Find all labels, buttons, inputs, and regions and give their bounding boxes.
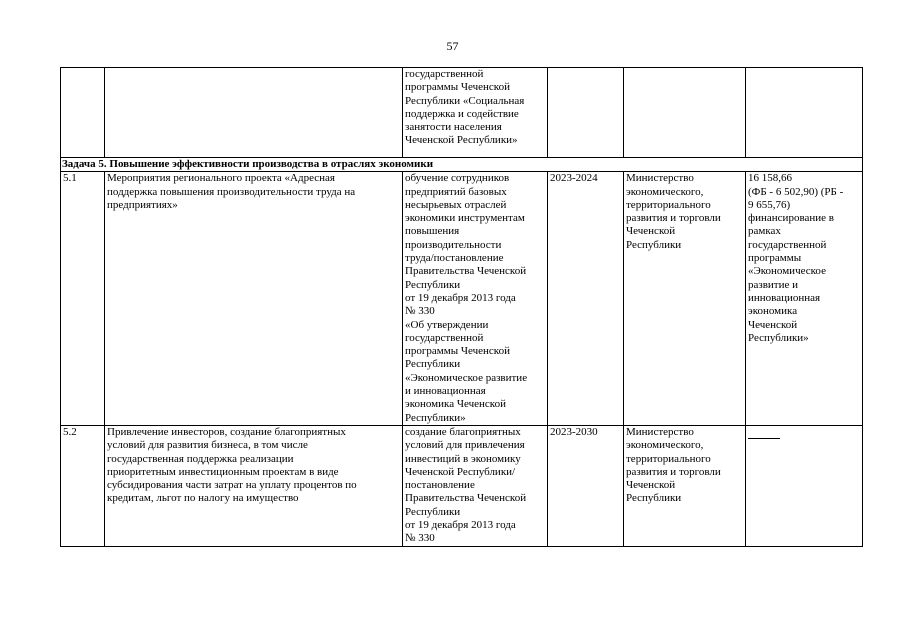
row-number-cell: 5.1	[61, 172, 105, 426]
row-number-cell	[61, 68, 105, 158]
table-row	[61, 68, 863, 158]
page-number: 57	[446, 39, 459, 53]
row-number-cell: 5.2	[61, 425, 105, 546]
measure-name-cell: Привлечение инвесторов, создание благоприятных условий для развития бизнеса, в том числе государственная поддержка реализации приоритетным инвестиционным проектам в виде субсидирования части затрат на уплату процентов по кредитам, льгот по налогу на имущество	[105, 425, 403, 546]
executor-cell: Министерство экономического, территориального развития и торговли Чеченской Республики	[624, 172, 746, 426]
executor-cell	[624, 68, 746, 158]
mechanism-cell: государственной программы Чеченской Республики «Социальная поддержка и содействие занятости населения Чеченской Республики»	[403, 68, 548, 158]
table-row	[61, 425, 863, 546]
dash-placeholder	[748, 426, 780, 439]
table-row	[61, 172, 863, 426]
period-cell: 2023-2030	[548, 425, 624, 546]
funding-cell	[746, 68, 863, 158]
funding-cell: 16 158,66 (ФБ - 6 502,90) (РБ - 9 655,76) финансирование в рамках государственной программы «Экономическое развитие и инновационная экономика Чеченской Республики»	[746, 172, 863, 426]
section-row	[61, 158, 863, 172]
period-cell	[548, 68, 624, 158]
executor-cell: Министерство экономического, территориального развития и торговли Чеченской Республики	[624, 425, 746, 546]
period-cell: 2023-2024	[548, 172, 624, 426]
measure-name-cell: Мероприятия регионального проекта «Адресная поддержка повышения производительности труда на предприятиях»	[105, 172, 403, 426]
mechanism-cell: создание благоприятных условий для привлечения инвестиций в экономику Чеченской Республики/ постановление Правительства Чеченской Республики от 19 декабря 2013 года № 330	[403, 425, 548, 546]
mechanism-cell: обучение сотрудников предприятий базовых несырьевых отраслей экономики инструментам повышения производительности труда/постановление Правительства Чеченской Республики от 19 декабря 2013 года № 330 «Об утверждении государственной программы Чеченской Республики «Экономическое развитие и инновационная экономика Чеченской Республики»	[403, 172, 548, 426]
funding-cell	[746, 425, 863, 546]
section-title: Задача 5. Повышение эффективности производства в отраслях экономики	[61, 158, 863, 172]
measures-table	[60, 67, 863, 547]
measure-name-cell	[105, 68, 403, 158]
